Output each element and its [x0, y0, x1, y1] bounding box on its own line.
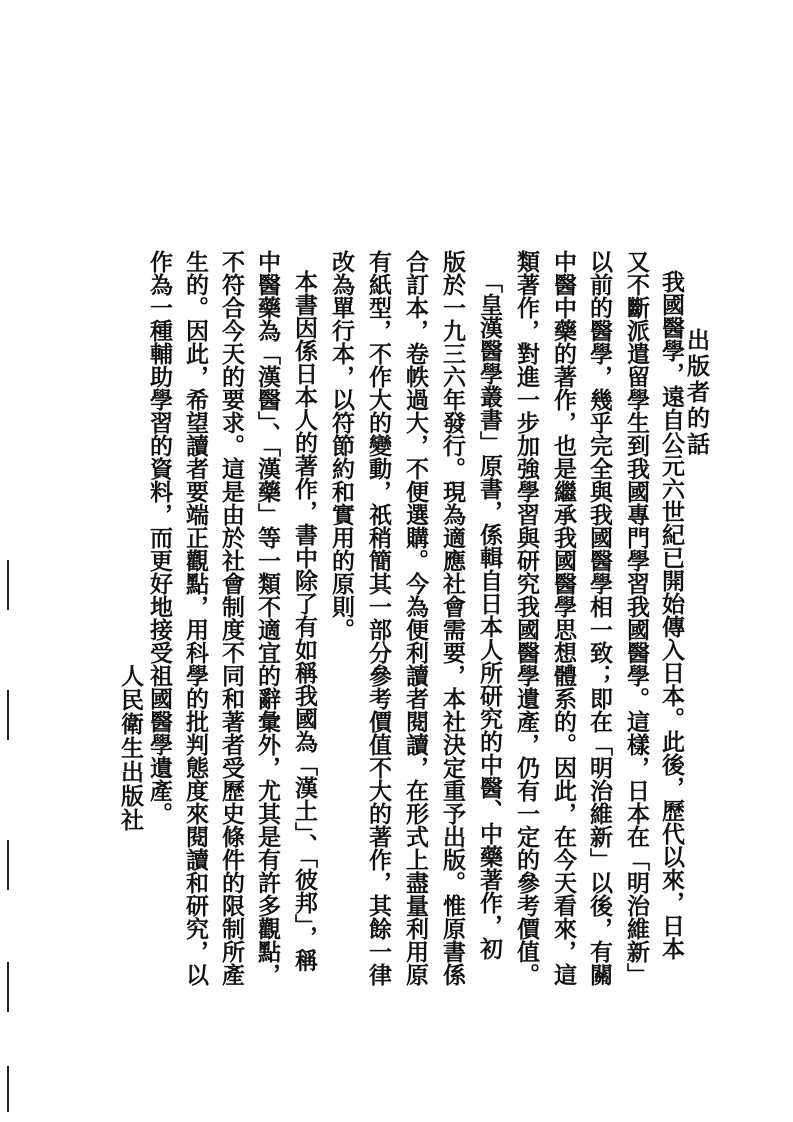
scan-edge-mark: [7, 560, 9, 610]
text-column-1: 我國醫學，遠自公元六世紀已開始傳入日本。此後，歷代以來，日本: [658, 270, 685, 960]
page-title: 出版者的話: [683, 328, 710, 458]
scan-edge-mark: [7, 840, 9, 890]
text-column-9: 有紙型，不作大的變動，祇稍簡其一部分參考價值不大的著作，其餘一律: [365, 250, 392, 986]
publisher-signature: 人民衛生出版社: [117, 664, 144, 832]
text-column-4: 中醫中藥的著作，也是繼承我國醫學思想體系的。因此，在今天看來，這: [550, 250, 577, 986]
scan-edge-mark: [7, 962, 9, 1012]
scan-edge-mark: [7, 1066, 9, 1112]
text-column-6: 「皇漢醫學叢書」原書，係輯自日本人所研究的中醫、中藥著作，初: [476, 270, 503, 960]
text-column-15: 作為一種輔助學習的資料，而更好地接受祖國醫學遺產。: [146, 250, 173, 825]
text-column-14: 生的。因此，希望讀者要端正觀點，用科學的批判態度來閱讀和研究，以: [182, 250, 209, 986]
text-column-11: 本書因係日本人的著作，書中除了有如稱我國為「漢土」、「彼邦」，稱: [291, 270, 318, 972]
text-column-3: 以前的醫學，幾乎完全與我國醫學相一致；即在「明治維新」以後，有關: [586, 250, 613, 986]
text-column-8: 合訂本，卷帙過大，不便選購。今為便利讀者閱讀，在形式上盡量利用原: [402, 250, 429, 986]
scan-edge-mark: [7, 690, 9, 740]
text-column-12: 中醫藥為「漢醫」、「漢藥」等一類不適宜的辭彙外，尤其是有許多觀點，: [254, 250, 281, 986]
text-column-13: 不符合今天的要求。這是由於社會制度不同和著者受歷史條件的限制所產: [218, 250, 245, 986]
text-column-10: 改為單行本，以符節約和實用的原則。: [328, 250, 355, 641]
text-column-7: 版於一九三六年發行。現為適應社會需要，本社決定重予出版。惟原書係: [439, 250, 466, 986]
text-column-2: 又不斷派遣留學生到我國專門學習我國醫學。這樣，日本在「明治維新」: [623, 250, 650, 986]
text-column-5: 類著作，對進一步加強學習與研究我國醫學遺產，仍有一定的參考價值。: [513, 250, 540, 986]
